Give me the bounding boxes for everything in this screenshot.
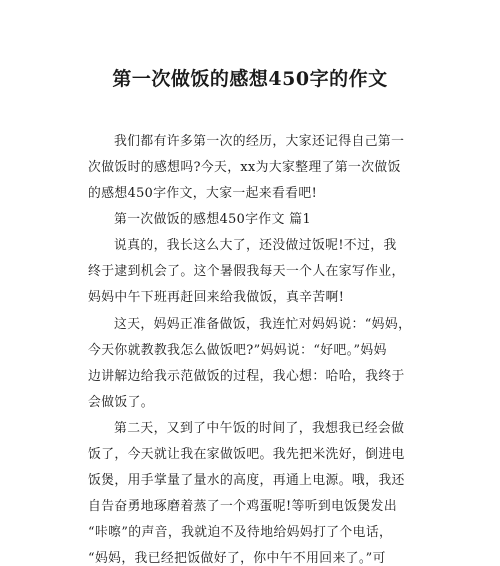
paragraph-line: 说真的，我长这么大了，还没做过饭呢!不过，我: [114, 238, 397, 253]
section-heading: 第一次做饭的感想450字作文 篇1: [114, 212, 311, 227]
paragraph-line: 的感想450字作文，大家一起来看看吧!: [88, 186, 318, 201]
paragraph-line: 次做饭时的感想吗?今天，xx为大家整理了第一次做饭: [88, 160, 401, 175]
paragraph-line: 我们都有许多第一次的经历，大家还记得自己第一: [114, 134, 405, 149]
paragraph-line: “咔嚓”的声音，我就迫不及待地给妈妈打了个电话，: [88, 525, 393, 540]
document-title: 第一次做饭的感想450字的作文: [112, 68, 388, 90]
paragraph-line: 终于逮到机会了。这个暑假我每天一个人在家写作业，: [88, 264, 405, 279]
paragraph-line: 会做饭了。: [88, 395, 154, 410]
paragraph-line: 边讲解边给我示范做饭的过程，我心想：哈哈，我终于: [88, 369, 405, 384]
paragraph-line: 今天你就教教我怎么做饭吧?”妈妈说：“好吧。”妈妈: [88, 343, 387, 358]
paragraph-line: 饭了，今天就让我在家做饭吧。我先把米洗好，倒进电: [88, 447, 405, 462]
paragraph-line: 自告奋勇地琢磨着蒸了一个鸡蛋呢!等听到电饭煲发出: [88, 499, 398, 514]
paragraph-line: “妈妈，我已经把饭做好了，你中午不用回来了。”可: [88, 551, 386, 566]
paragraph-line: 饭煲，用手掌量了量水的高度，再通上电源。哦，我还: [88, 473, 405, 488]
paragraph-line: 妈妈中午下班再赶回来给我做饭，真辛苦啊!: [88, 290, 345, 305]
paragraph-line: 这天，妈妈正准备做饭，我连忙对妈妈说：“妈妈，: [114, 317, 412, 332]
paragraph-line: 第二天，又到了中午饭的时间了，我想我已经会做: [114, 421, 405, 436]
